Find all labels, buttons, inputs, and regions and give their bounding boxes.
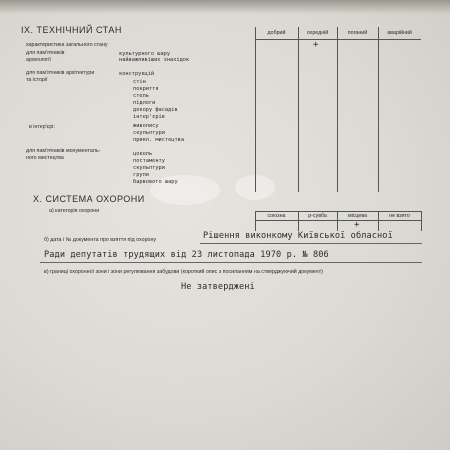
row-label: для пам'ятників <box>26 50 65 56</box>
row-label: для пам'ятників архітектури <box>26 70 95 76</box>
table-vline <box>378 27 379 192</box>
category-table-vline <box>421 211 422 231</box>
document-label: б) дата і № документа про взяття під охорону <box>44 237 157 243</box>
column-header-good: добрий <box>267 30 286 36</box>
row-item: скульптури <box>133 130 165 136</box>
underline <box>200 243 422 244</box>
row-item: інтер'єрів <box>133 114 165 120</box>
section-10-title: Х. СИСТЕМА ОХОРОНИ <box>33 194 145 204</box>
row-label: ного мистецтва <box>26 155 64 161</box>
column-header-emergency: аварійний <box>387 30 412 36</box>
row-label: характеристика загального стану <box>26 42 108 48</box>
row-item: стін <box>133 79 146 85</box>
row-item: скульптури <box>133 165 165 171</box>
category-republic: р-сувба <box>308 213 327 219</box>
table-vline <box>255 27 256 192</box>
document-value-line1: Рішення виконкому Київської обласної <box>203 231 393 241</box>
row-label: та історії <box>26 77 48 83</box>
condition-mark: + <box>313 40 319 50</box>
row-item: групи <box>133 172 149 178</box>
document-value-line2: Ради депутатів трудящих від 23 листопада 1970 р. № 806 <box>44 250 329 260</box>
row-item: культурного шару <box>119 51 171 57</box>
category-union: союзна <box>267 213 286 219</box>
column-header-medium: середній <box>306 30 329 36</box>
table-header-line <box>255 39 421 40</box>
row-item: цоколь <box>133 151 153 157</box>
section-9-title: IX. ТЕХНІЧНИЙ СТАН <box>21 25 122 35</box>
row-label: в інтер'єрі: <box>29 124 55 130</box>
protection-zone-label: в) границі охоронної зони і зони регулювання забудови (короткий опис з посиланням на стверджуючий документ) <box>44 269 323 275</box>
row-item: декору фасадів <box>133 107 178 113</box>
column-header-poor: поганий <box>347 30 368 36</box>
table-vline <box>298 27 299 192</box>
row-label: археології <box>26 57 51 63</box>
category-not-taken: не взято <box>389 213 410 219</box>
category-label: а) категорія охорони <box>49 208 100 214</box>
table-vline <box>337 27 338 192</box>
row-item: підлоги <box>133 100 156 106</box>
category-table-line <box>255 220 421 221</box>
row-label: для пам'ятників монументаль- <box>26 148 101 154</box>
category-local: місцева <box>347 213 368 219</box>
row-item: покриття <box>133 86 159 92</box>
underline <box>40 262 422 263</box>
protection-zone-value: Не затверджені <box>181 282 255 292</box>
category-mark: + <box>354 220 360 230</box>
row-item: барвового шару <box>133 179 178 185</box>
row-item: прикл. мистецтва <box>133 137 185 143</box>
top-edge-shadow <box>0 0 450 14</box>
row-item: стель <box>133 93 149 99</box>
row-item: постаменту <box>133 158 165 164</box>
row-item: конструкцій <box>119 71 155 77</box>
row-item: живопису <box>133 123 159 129</box>
category-table-line <box>255 211 421 212</box>
row-item: найважливіших знахідок <box>119 57 190 63</box>
